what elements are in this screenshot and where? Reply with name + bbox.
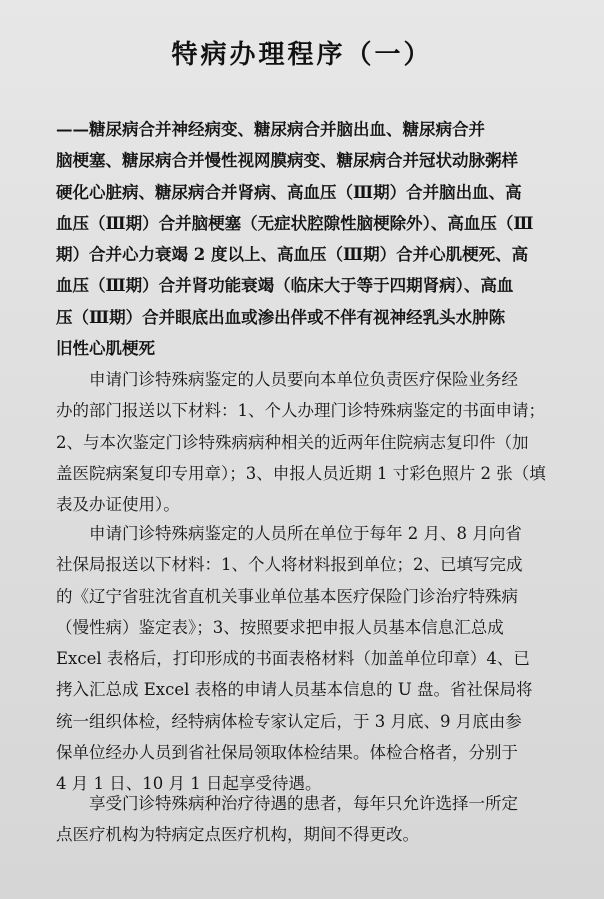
paragraph-line: 办的部门报送以下材料：1、个人办理门诊特殊病鉴定的书面申请；	[56, 401, 545, 421]
subtitle-line: 血压（Ⅲ期）合并脑梗塞（无症状腔隙性脑梗除外）、高血压（Ⅲ	[56, 213, 534, 233]
subtitle-line: 旧性心肌梗死	[56, 339, 155, 359]
paragraph-line: 申请门诊特殊病鉴定的人员要向本单位负责医疗保险业务经	[89, 370, 518, 389]
document-title: 特病办理程序（一）	[171, 40, 433, 70]
paragraph-line: 表及办证使用）。	[56, 495, 180, 515]
paragraph-line: 的《辽宁省驻沈省直机关事业单位基本医疗保险门诊治疗特殊病	[56, 586, 518, 606]
subtitle-line: 血压（Ⅲ期）合并肾功能衰竭（临床大于等于四期肾病）、高血	[56, 276, 514, 296]
subtitle-line: 脑梗塞、糖尿病合并慢性视网膜病变、糖尿病合并冠状动脉粥样	[56, 151, 518, 171]
paragraph-line: （慢性病）鉴定表》；3、按照要求把申报人员基本信息汇总成	[56, 617, 504, 637]
paragraph-designated-institution	[56, 788, 556, 851]
paragraph-line: 统一组织体检，经特病体检专家认定后，于 3 月底、9 月底由参	[56, 711, 522, 731]
subtitle-line: ——糖尿病合并神经病变、糖尿病合并脑出血、糖尿病合并	[56, 120, 485, 139]
subtitle-line: 压（Ⅲ期）合并眼底出血或渗出伴或不伴有视神经乳头水肿陈	[56, 307, 506, 327]
subtitle-line: 硬化心脏病、糖尿病合并肾病、高血压（Ⅲ期）合并脑出血、高	[56, 182, 522, 202]
paragraph-materials-submission	[56, 364, 556, 520]
paragraph-line: 申请门诊特殊病鉴定的人员所在单位于每年 2 月、8 月向省	[89, 524, 522, 543]
paragraph-unit-submission	[56, 518, 556, 800]
paragraph-line: 社保局报送以下材料：1、个人将材料报到单位；2、已填写完成	[56, 555, 523, 575]
paragraph-line: 拷入汇总成 Excel 表格的申请人员基本信息的 U 盘。省社保局将	[56, 680, 533, 700]
paragraph-line: 盖医院病案复印专用章）；3、申报人员近期 1 寸彩色照片 2 张（填	[56, 463, 546, 483]
paragraph-line: 享受门诊特殊病种治疗待遇的患者，每年只允许选择一所定	[89, 794, 518, 813]
disease-list-subtitle	[56, 114, 556, 364]
paragraph-line: 点医疗机构为特病定点医疗机构，期间不得更改。	[56, 825, 419, 845]
paragraph-line: 保单位经办人员到省社保局领取体检结果。体检合格者，分别于	[56, 743, 518, 763]
subtitle-line: 期）合并心力衰竭 2 度以上、高血压（Ⅲ期）合并心肌梗死、高	[56, 245, 529, 265]
paragraph-line: 4 月 1 日、10 月 1 日起享受待遇。	[56, 774, 322, 794]
paragraph-line: Excel 表格后，打印形成的书面表格材料（加盖单位印章）4、已	[56, 649, 530, 669]
paragraph-line: 2、与本次鉴定门诊特殊病病种相关的近两年住院病志复印件（加	[56, 432, 529, 452]
